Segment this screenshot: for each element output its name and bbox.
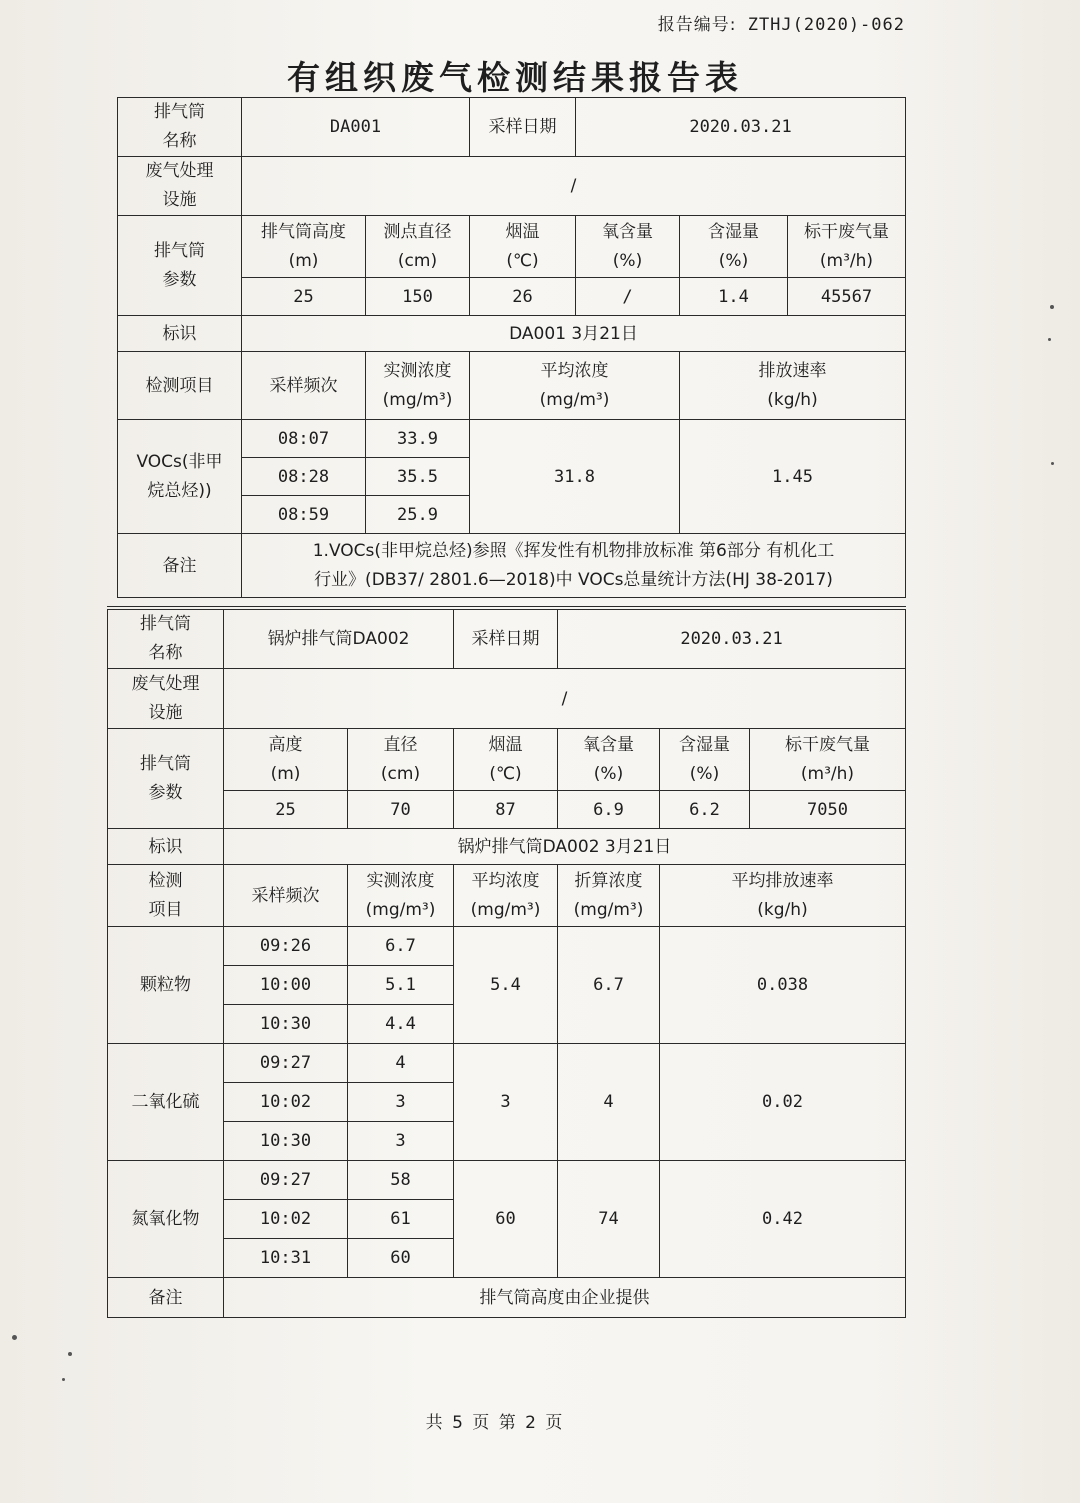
sample-conc: 6.7 xyxy=(348,927,454,966)
exhaust-table-da001 xyxy=(117,97,906,598)
sample-conc: 35.5 xyxy=(366,458,470,496)
avg-value: 60 xyxy=(454,1161,558,1278)
note-value: 排气筒高度由企业提供 xyxy=(224,1278,906,1318)
param-value: 1.4 xyxy=(680,278,788,316)
param-value: 26 xyxy=(470,278,576,316)
item-label: 检测项目 xyxy=(118,352,242,420)
rate-value: 0.038 xyxy=(660,927,906,1044)
sample-time: 09:26 xyxy=(224,927,348,966)
note-label: 备注 xyxy=(118,534,242,598)
sample-date-value: 2020.03.21 xyxy=(558,608,906,669)
scan-speck xyxy=(68,1352,72,1356)
avg-label: 平均浓度 (mg/m³) xyxy=(454,865,558,927)
mark-value: 锅炉排气筒DA002 3月21日 xyxy=(224,829,906,865)
sample-time: 09:27 xyxy=(224,1161,348,1200)
stack-params-label: 排气筒 参数 xyxy=(108,729,224,829)
sample-time: 10:00 xyxy=(224,966,348,1005)
param-value: 6.9 xyxy=(558,791,660,829)
param-value: 6.2 xyxy=(660,791,750,829)
item-name-vocs: VOCs(非甲 烷总烃)) xyxy=(118,420,242,534)
param-value: 7050 xyxy=(750,791,906,829)
scan-speck xyxy=(1051,462,1054,465)
report-number-value: ZTHJ(2020)-062 xyxy=(747,15,905,35)
table-row xyxy=(108,608,906,669)
pollutant-name: 氮氧化物 xyxy=(108,1161,224,1278)
sample-conc: 58 xyxy=(348,1161,454,1200)
param-header: 标干废气量 (m³/h) xyxy=(788,216,906,278)
note-label: 备注 xyxy=(108,1278,224,1318)
table-row xyxy=(118,98,906,157)
sample-conc: 4 xyxy=(348,1044,454,1083)
param-value: 25 xyxy=(224,791,348,829)
mark-label: 标识 xyxy=(118,316,242,352)
table-row xyxy=(118,316,906,352)
table-row xyxy=(108,865,906,927)
param-value: 45567 xyxy=(788,278,906,316)
conv-value: 6.7 xyxy=(558,927,660,1044)
scan-speck xyxy=(1050,305,1054,309)
treatment-label: 废气处理 设施 xyxy=(118,157,242,216)
table-row xyxy=(108,829,906,865)
sample-conc: 5.1 xyxy=(348,966,454,1005)
sample-time: 10:30 xyxy=(224,1005,348,1044)
table-row xyxy=(108,729,906,791)
stack-name-value: 锅炉排气筒DA002 xyxy=(224,608,454,669)
page-footer: 共 5 页 第 2 页 xyxy=(425,1413,565,1433)
sample-time: 09:27 xyxy=(224,1044,348,1083)
sample-conc: 33.9 xyxy=(366,420,470,458)
param-header: 含湿量 (%) xyxy=(680,216,788,278)
sample-time: 10:02 xyxy=(224,1083,348,1122)
stack-name-label: 排气筒 名称 xyxy=(118,98,242,157)
param-value: 87 xyxy=(454,791,558,829)
table-row xyxy=(118,157,906,216)
conv-value: 4 xyxy=(558,1044,660,1161)
param-header: 烟温 (℃) xyxy=(454,729,558,791)
sample-time: 10:30 xyxy=(224,1122,348,1161)
mark-label: 标识 xyxy=(108,829,224,865)
sample-time: 08:28 xyxy=(242,458,366,496)
sample-time: 10:31 xyxy=(224,1239,348,1278)
mark-value: DA001 3月21日 xyxy=(242,316,906,352)
note-value: 1.VOCs(非甲烷总烃)参照《挥发性有机物排放标准 第6部分 有机化工 行业》(DB37/ 2801.6—2018)中 VOCs总量统计方法(HJ 38-2017) xyxy=(242,534,906,598)
exhaust-table-da002 xyxy=(107,606,906,1318)
rate-label: 排放速率 (kg/h) xyxy=(680,352,906,420)
param-header: 直径 (cm) xyxy=(348,729,454,791)
treatment-value: / xyxy=(242,157,906,216)
table-row xyxy=(108,1044,906,1083)
param-header: 高度 (m) xyxy=(224,729,348,791)
param-value: 70 xyxy=(348,791,454,829)
treatment-label: 废气处理 设施 xyxy=(108,669,224,729)
report-number xyxy=(658,10,905,35)
conc-label: 实测浓度 (mg/m³) xyxy=(348,865,454,927)
item-label: 检测 项目 xyxy=(108,865,224,927)
table-row xyxy=(108,1278,906,1318)
sample-conc: 60 xyxy=(348,1239,454,1278)
stack-name-label: 排气筒 名称 xyxy=(108,608,224,669)
rate-label: 平均排放速率 (kg/h) xyxy=(660,865,906,927)
table-row xyxy=(118,216,906,278)
param-value: 25 xyxy=(242,278,366,316)
param-header: 氧含量 (%) xyxy=(558,729,660,791)
sample-conc: 3 xyxy=(348,1083,454,1122)
conv-value: 74 xyxy=(558,1161,660,1278)
sample-date-value: 2020.03.21 xyxy=(576,98,906,157)
scan-speck xyxy=(1048,338,1051,341)
param-value: 150 xyxy=(366,278,470,316)
scan-speck xyxy=(62,1378,65,1381)
param-header: 氧含量 (%) xyxy=(576,216,680,278)
report-number-label: 报告编号: xyxy=(657,15,737,35)
page-title: 有组织废气检测结果报告表 xyxy=(287,58,743,97)
treatment-value: / xyxy=(224,669,906,729)
avg-value: 5.4 xyxy=(454,927,558,1044)
rate-value: 0.42 xyxy=(660,1161,906,1278)
table-row xyxy=(108,1161,906,1200)
table-row xyxy=(108,927,906,966)
avg-label: 平均浓度 (mg/m³) xyxy=(470,352,680,420)
param-header: 含湿量 (%) xyxy=(660,729,750,791)
param-header: 测点直径 (cm) xyxy=(366,216,470,278)
rate-value: 1.45 xyxy=(680,420,906,534)
rate-value: 0.02 xyxy=(660,1044,906,1161)
stack-name-value: DA001 xyxy=(242,98,470,157)
table-row xyxy=(118,420,906,458)
pollutant-name: 颗粒物 xyxy=(108,927,224,1044)
param-header: 烟温 (℃) xyxy=(470,216,576,278)
freq-label: 采样频次 xyxy=(242,352,366,420)
table-row xyxy=(108,791,906,829)
avg-value: 3 xyxy=(454,1044,558,1161)
param-header: 标干废气量 (m³/h) xyxy=(750,729,906,791)
param-header: 排气筒高度 (m) xyxy=(242,216,366,278)
scan-speck xyxy=(12,1335,17,1340)
freq-label: 采样频次 xyxy=(224,865,348,927)
sample-date-label: 采样日期 xyxy=(454,608,558,669)
sample-conc: 3 xyxy=(348,1122,454,1161)
table-row xyxy=(108,669,906,729)
sample-date-label: 采样日期 xyxy=(470,98,576,157)
table-row xyxy=(118,352,906,420)
sample-time: 08:07 xyxy=(242,420,366,458)
sample-conc: 4.4 xyxy=(348,1005,454,1044)
sample-conc: 61 xyxy=(348,1200,454,1239)
table-row xyxy=(118,534,906,598)
sample-time: 08:59 xyxy=(242,496,366,534)
pollutant-name: 二氧化硫 xyxy=(108,1044,224,1161)
sample-time: 10:02 xyxy=(224,1200,348,1239)
param-value: / xyxy=(576,278,680,316)
conv-label: 折算浓度 (mg/m³) xyxy=(558,865,660,927)
conc-label: 实测浓度 (mg/m³) xyxy=(366,352,470,420)
avg-value: 31.8 xyxy=(470,420,680,534)
stack-params-label: 排气筒 参数 xyxy=(118,216,242,316)
sample-conc: 25.9 xyxy=(366,496,470,534)
